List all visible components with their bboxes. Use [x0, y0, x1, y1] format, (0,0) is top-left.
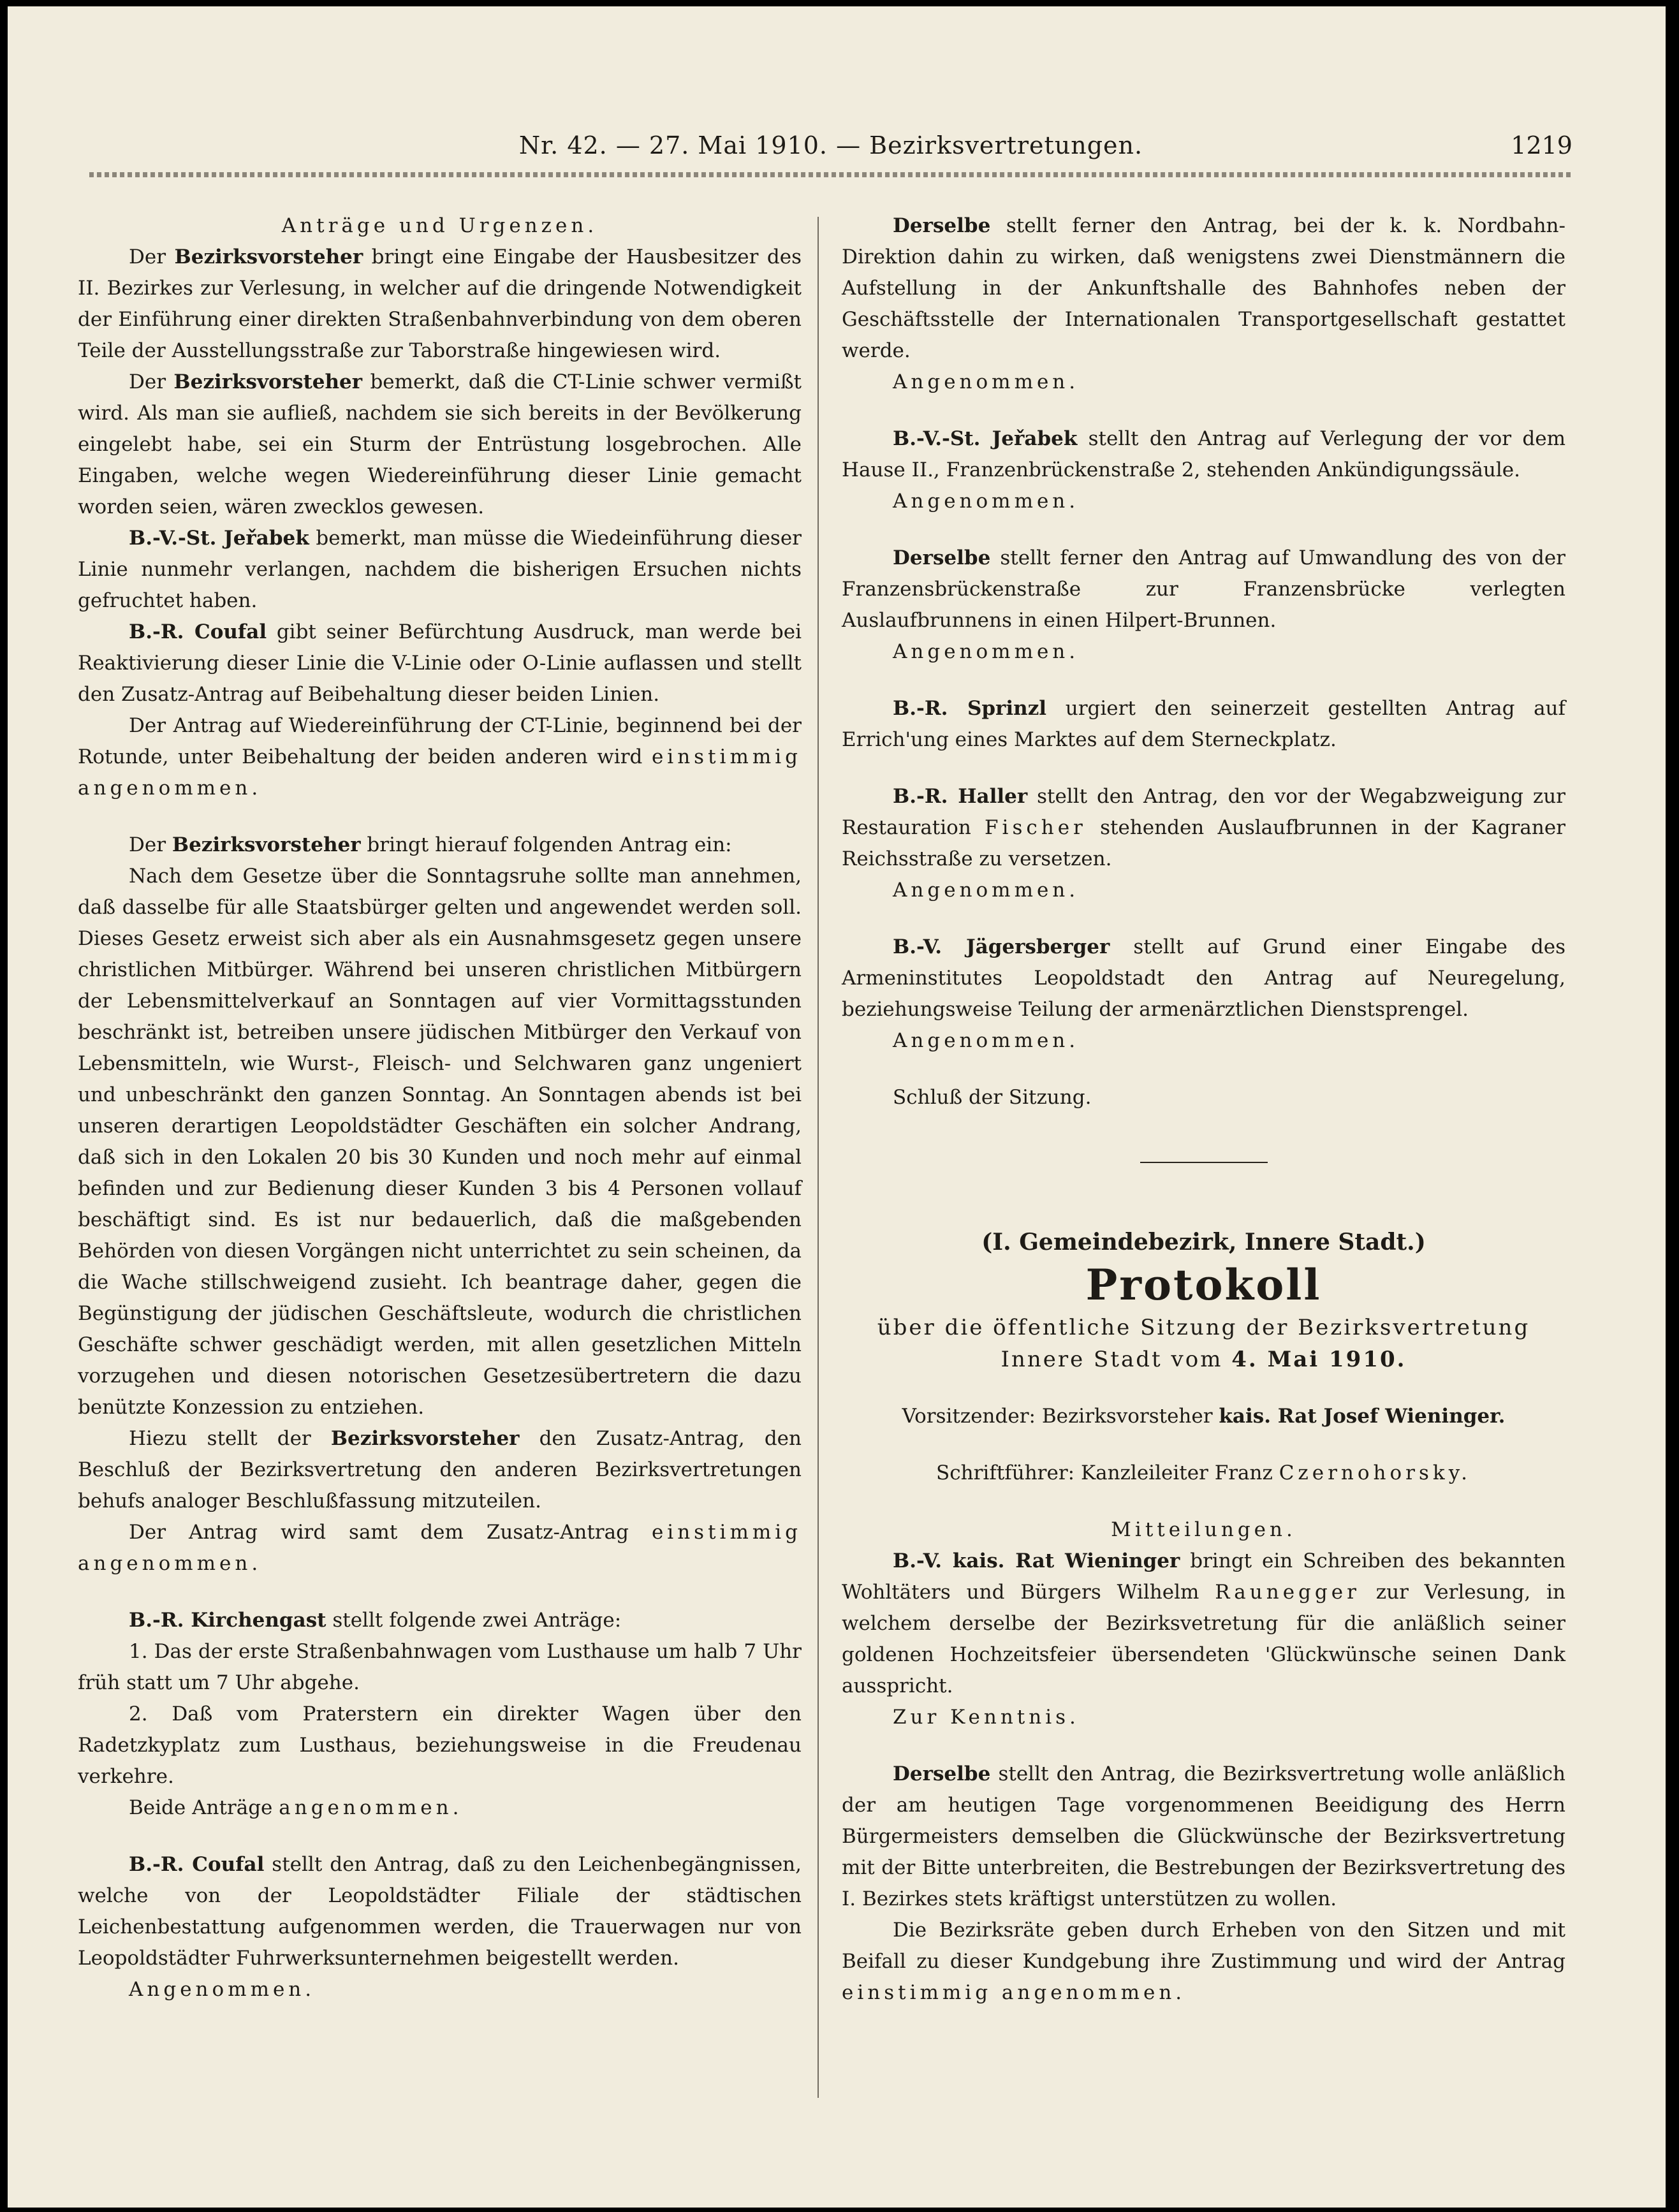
result-text: Angenommen.: [129, 1978, 316, 2001]
chair-name: kais. Rat Josef Wieninger.: [1219, 1405, 1506, 1428]
text-run: Der Antrag auf Wiedereinführung der CT-Linie, beginnend bei der Rotunde, unter Beibehaltung der beiden anderen wird: [78, 714, 802, 768]
text-run: stellt den Antrag, den vor der Wegabzweigung zur Restauration: [842, 785, 1565, 839]
result-text: Angenommen.: [893, 879, 1080, 902]
speaker-name: B.-R. Haller: [893, 785, 1028, 808]
text-run: bemerkt, man müsse die Wiedeinführung dieser Linie nunmehr verlangen, nachdem die bisherigen Ersuchen nichts gefruchtet haben.: [78, 527, 802, 612]
mitteilungen-heading: Mitteilungen.: [1111, 1518, 1296, 1541]
paragraph: [842, 1546, 1565, 1702]
result-text: Angenommen.: [893, 490, 1080, 513]
speaker-name: B.-R. Coufal: [129, 1853, 265, 1876]
text-run: bringt eine Eingabe der Hausbesitzer des II. Bezirkes zur Verlesung, in welcher auf die dringende Notwendigkeit der Einführung einer direkten Straßenbahnverbindung von dem oberen Teile der Ausstellungsstraße zur Taborstraße hingewiesen wird.: [78, 245, 802, 362]
paragraph: [842, 1915, 1565, 2009]
session-subtitle-date: [842, 1344, 1565, 1375]
chair-line: [842, 1401, 1565, 1432]
district-heading: (I. Gemeindebezirk, Innere Stadt.): [981, 1229, 1426, 1256]
text-run: stellt folgende zwei Anträge:: [326, 1609, 622, 1632]
result-text: Zur Kenntnis.: [893, 1706, 1080, 1729]
paragraph: [842, 210, 1565, 367]
text-run: stellt den Antrag auf Verlegung der vor dem Hause II., Franzenbrückenstraße 2, stehenden Ankündigungssäule.: [842, 427, 1565, 481]
text-run: Vorsitzender: Bezirksvorsteher: [902, 1405, 1219, 1428]
paragraph: [78, 1605, 802, 1636]
text-run: gibt seiner Befürchtung Ausdruck, man werde bei Reaktivierung dieser Linie die V-Linie oder O-Linie auflassen und stellt den Zusatz-Antrag auf Beibehaltung dieser beiden Linien.: [78, 620, 802, 706]
paragraph: [842, 423, 1565, 486]
text-run: bringt hierauf folgenden Antrag ein:: [360, 833, 732, 856]
paragraph: [842, 543, 1565, 636]
speaker-name: Bezirksvorsteher: [172, 833, 361, 856]
text-run: den Zusatz-Antrag, den Beschluß der Bezirksvertretung den anderen Bezirksvertretungen behufs analoger Beschlußfassung mitzuteilen.: [78, 1427, 802, 1513]
paragraph: Nach dem Gesetze über die Sonntagsruhe sollte man annehmen, daß dasselbe für alle Staatsbürger gelten und angewendet werden soll. Dieses Gesetz erweist sich aber als ein Ausnahmsgesetz gegen unsere christlichen Mitbürger. Während bei unseren christlichen Mitbürgern der Lebensmittelverkauf an Sonntagen auf vier Vormittagsstunden beschränkt ist, betreiben unsere jüdischen Mitbürger den Verkauf von Lebensmitteln, wie Wurst-, Fleisch- und Selchwaren ganz ungeniert und unbeschränkt den ganzen Sonntag. An Sonntagen abends ist bei unseren derartigen Leopoldstädter Geschäften ein solcher Andrang, daß sich in den Lokalen 20 bis 30 Kunden und noch mehr auf einmal befinden und zur Bedienung dieser Kunden 3 bis 4 Personen vollauf beschäftigt sind. Es ist nur bedauerlich, daß die maßgebenden Behörden von diesen Vorgängen nicht unterrichtet zu sein scheinen, da die Wache stillschweigend zusieht. Ich beantrage daher, gegen die Begünstigung der jüdischen Geschäftsleute, wodurch die christlichen Geschäfte schwer geschädigt werden, mit allen gesetzlichen Mitteln vorzugehen und diesen notorischen Gesetzesübertretern die dazu benützte Konzession zu entziehen.: [78, 865, 802, 1419]
speaker-name: Bezirksvorsteher: [330, 1427, 520, 1450]
paragraph: [842, 1759, 1565, 1915]
text-run: bringt ein Schreiben des bekannten Wohltäters und Bürgers Wilhelm: [842, 1549, 1565, 1604]
paragraph: [78, 617, 802, 710]
speaker-name: Derselbe: [893, 214, 991, 237]
paragraph: [78, 523, 802, 617]
result-text: Angenommen.: [893, 370, 1080, 393]
paragraph: [78, 1792, 802, 1824]
speaker-name: Bezirksvorsteher: [174, 245, 363, 268]
text-run: Der: [129, 833, 172, 856]
text-run: Hiezu stellt der: [129, 1427, 331, 1450]
speaker-name: B.-R. Kirchengast: [129, 1609, 326, 1632]
paragraph: [78, 830, 802, 861]
section-rule: [1140, 1162, 1268, 1163]
paragraph: [78, 710, 802, 804]
session-subtitle: über die öffentliche Sitzung der Bezirksvertretung: [877, 1315, 1530, 1340]
paragraph: [78, 1517, 802, 1579]
result-text: Angenommen.: [893, 1029, 1080, 1052]
page-header: [89, 128, 1573, 179]
result-text: einstimmig angenommen.: [842, 1981, 1186, 2004]
person-name: Fischer: [985, 816, 1087, 839]
person-name: Raunegger: [1215, 1581, 1360, 1604]
closing-line: Schluß der Sitzung.: [893, 1086, 1092, 1109]
text-run: Beide Anträge: [129, 1796, 279, 1819]
text-run: stellt auf Grund einer Eingabe des Armeninstitutes Leopoldstadt den Antrag auf Neuregelung, beziehungsweise Teilung der armenärztlichen Dienstsprengel.: [842, 935, 1565, 1021]
speaker-name: B.-V. kais. Rat Wieninger: [893, 1549, 1180, 1572]
right-column: [842, 210, 1565, 2009]
speaker-name: B.-R. Coufal: [129, 620, 267, 643]
paragraph: [78, 1849, 802, 1974]
result-text: Angenommen.: [893, 640, 1080, 663]
text-run: Der Antrag wird samt dem Zusatz-Antrag: [129, 1521, 652, 1544]
secretary-name: Czernohorsky.: [1279, 1461, 1471, 1484]
text-run: urgiert den seinerzeit gestellten Antrag auf Errich'ung eines Marktes auf dem Sterneckplatz.: [842, 697, 1565, 751]
paragraph: [78, 242, 802, 367]
paragraph: [842, 693, 1565, 756]
column-divider: [818, 217, 819, 2098]
left-column: [78, 210, 802, 2005]
text-run: stellt den Antrag, die Bezirksvertretung wolle anläßlich der am heutigen Tage vorgenommenen Beeidigung des Herrn Bürgermeisters demselben die Glückwünsche der Bezirksvertretung mit der Bitte unterbreiten, die Bestrebungen der Bezirksvertretung des I. Bezirkes stets kräftigst unterstützen zu wollen.: [842, 1762, 1565, 1910]
page-number: 1219: [1511, 131, 1573, 159]
text-run: stellt ferner den Antrag auf Umwandlung des von der Franzensbrückenstraße zur Franzensbrücke verlegten Auslaufbrunnens in einen Hilpert-Brunnen.: [842, 546, 1565, 632]
speaker-name: B.-V. Jägersberger: [893, 935, 1110, 958]
speaker-name: Bezirksvorsteher: [173, 370, 363, 393]
document-page: [8, 6, 1666, 2208]
text-run: Schriftführer: Kanzleileiter Franz: [936, 1461, 1279, 1484]
text-run: Innere Stadt vom: [1001, 1347, 1232, 1372]
paragraph: [78, 1423, 802, 1517]
protokoll-title: Protokoll: [1085, 1260, 1322, 1310]
paragraph: [842, 781, 1565, 875]
text-run: Der: [129, 370, 174, 393]
result-text: angenommen.: [279, 1796, 463, 1819]
secretary-line: [842, 1458, 1565, 1489]
text-run: Die Bezirksräte geben durch Erheben von den Sitzen und mit Beifall zu dieser Kundgebung ihre Zustimmung und wird der Antrag: [842, 1919, 1565, 1973]
text-run: stehenden Auslaufbrunnen in der Kagraner Reichsstraße zu versetzen.: [842, 816, 1566, 870]
text-run: Der: [129, 245, 175, 268]
paragraph: [78, 367, 802, 523]
header-rule: [89, 172, 1573, 177]
issue-line: Nr. 42. — 27. Mai 1910. — Bezirksvertretungen.: [518, 131, 1143, 159]
speaker-name: Derselbe: [893, 546, 991, 569]
speaker-name: B.-R. Sprinzl: [893, 697, 1047, 720]
speaker-name: B.-V.-St. Jeřabek: [893, 427, 1078, 450]
paragraph: [842, 932, 1565, 1025]
text-run: stellt den Antrag, daß zu den Leichenbegängnissen, welche von der Leopoldstädter Filiale der städtischen Leichenbestattung aufgenommen werden, die Trauerwagen nur von Leopoldstädter Fuhrwerksunternehmen beigestellt werden.: [78, 1853, 802, 1970]
section-title: Anträge und Urgenzen.: [281, 214, 598, 237]
text-run: bemerkt, daß die CT-Linie schwer vermißt wird. Als man sie aufließ, nachdem sie sich bereits in der Bevölkerung eingelebt habe, sei ein Sturm der Entrüstung losgebrochen. Alle Eingaben, welche wegen Wiedereinführung dieser Linie gemacht worden seien, wären zwecklos gewesen.: [78, 370, 802, 518]
speaker-name: Derselbe: [893, 1762, 991, 1785]
paragraph: 1. Das der erste Straßenbahnwagen vom Lusthause um halb 7 Uhr früh statt um 7 Uhr abgehe.: [78, 1640, 802, 1694]
result-text: einstimmig angenommen.: [78, 745, 802, 800]
result-text: einstimmig angenommen.: [78, 1521, 802, 1575]
session-date: 4. Mai 1910.: [1231, 1347, 1407, 1372]
speaker-name: B.-V.-St. Jeřabek: [129, 527, 309, 550]
text-run: zur Verlesung, in welchem derselbe der Bezirksvetretung für die anläßlich seiner goldenen Hochzeitsfeier übersendeten 'Glückwünsche seinen Dank ausspricht.: [842, 1581, 1566, 1697]
paragraph: 2. Daß vom Praterstern ein direkter Wagen über den Radetzkyplatz zum Lusthaus, beziehungsweise in die Freudenau verkehre.: [78, 1703, 802, 1788]
text-run: stellt ferner den Antrag, bei der k. k. Nordbahn-Direktion dahin zu wirken, daß wenigstens zwei Dienstmännern die Aufstellung in der Ankunftshalle des Bahnhofes neben der Geschäftsstelle der Internationalen Transportgesellschaft gestattet werde.: [842, 214, 1565, 362]
